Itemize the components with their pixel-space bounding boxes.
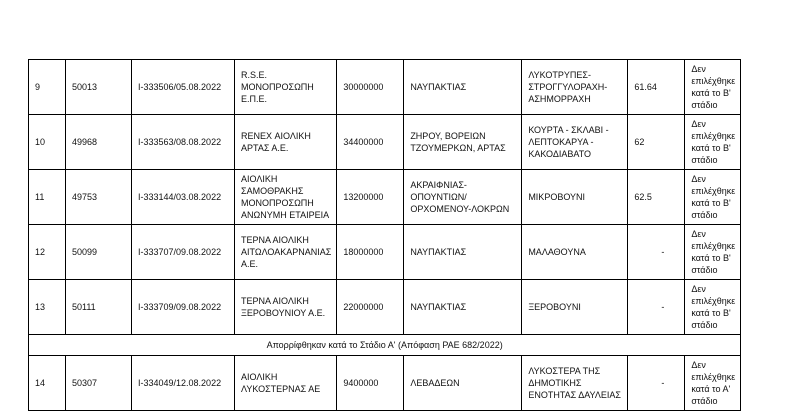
capacity: 18000000 <box>337 225 404 280</box>
municipality: ΝΑΥΠΑΚΤΙΑΣ <box>404 60 522 115</box>
company-name: ΤΕΡΝΑ ΑΙΟΛΙΚΗ ΞΕΡΟΒΟΥΝΙΟΥ Α.Ε. <box>235 280 337 335</box>
municipality: ΛΕΒΑΔΕΩΝ <box>404 356 522 411</box>
score: - <box>628 280 685 335</box>
row-number: 13 <box>29 280 66 335</box>
capacity: 34400000 <box>337 115 404 170</box>
company-name: ΤΕΡΝΑ ΑΙΟΛΙΚΗ ΑΙΤΩΛΟΑΚΑΡΝΑΝΙΑΣ Α.Ε. <box>235 225 337 280</box>
row-number: 9 <box>29 60 66 115</box>
site: ΜΑΛΑΘΟΥΝΑ <box>522 225 628 280</box>
row-number: 10 <box>29 115 66 170</box>
row-number: 11 <box>29 170 66 225</box>
municipality: ΝΑΥΠΑΚΤΙΑΣ <box>404 225 522 280</box>
municipality: ΝΑΥΠΑΚΤΙΑΣ <box>404 280 522 335</box>
table-row <box>29 280 741 335</box>
capacity: 9400000 <box>337 356 404 411</box>
table-row <box>29 356 741 411</box>
capacity: 13200000 <box>337 170 404 225</box>
company-name: RENEX ΑΙΟΛΙΚΗ ΑΡΤΑΣ Α.Ε. <box>235 115 337 170</box>
section-header-row <box>29 335 741 356</box>
site: ΞΕΡΟΒΟΥΝΙ <box>522 280 628 335</box>
table-row <box>29 225 741 280</box>
application-code: 50013 <box>66 60 132 115</box>
status: Δεν επιλέχθηκε κατά το Α' στάδιο <box>685 356 741 411</box>
protocol-ref: Ι-333563/08.08.2022 <box>132 115 235 170</box>
score: - <box>628 356 685 411</box>
score: 62.5 <box>628 170 685 225</box>
table-row <box>29 60 741 115</box>
score: 61.64 <box>628 60 685 115</box>
site: ΛΥΚΟΤΡΥΠΕΣ-ΣΤΡΟΓΓΥΛΟΡΑΧΗ-ΑΣΗΜΟΡΡΑΧΗ <box>522 60 628 115</box>
site: ΚΟΥΡΤΑ - ΣΚΛΑΒΙ - ΛΕΠΤΟΚΑΡΥΑ - ΚΑΚΟΔΙΑΒΑΤΟ <box>522 115 628 170</box>
company-name: R.S.E. ΜΟΝΟΠΡΟΣΩΠΗ Ε.Π.Ε. <box>235 60 337 115</box>
application-code: 49753 <box>66 170 132 225</box>
status: Δεν επιλέχθηκε κατά το Β' στάδιο <box>685 170 741 225</box>
application-code: 50111 <box>66 280 132 335</box>
protocol-ref: Ι-333506/05.08.2022 <box>132 60 235 115</box>
capacity: 22000000 <box>337 280 404 335</box>
application-code: 50099 <box>66 225 132 280</box>
site: ΛΥΚΟΣΤΕΡΑ ΤΗΣ ΔΗΜΟΤΙΚΗΣ ΕΝΟΤΗΤΑΣ ΔΑΥΛΕΙΑΣ <box>522 356 628 411</box>
municipality: ΖΗΡΟΥ, ΒΟΡΕΙΩΝ ΤΖΟΥΜΕΡΚΩΝ, ΑΡΤΑΣ <box>404 115 522 170</box>
municipality: ΑΚΡΑΙΦΝΙΑΣ-ΟΠΟΥΝΤΙΩΝ/ΟΡΧΟΜΕΝΟΥ-ΛΟΚΡΩΝ <box>404 170 522 225</box>
score: - <box>628 225 685 280</box>
protocol-ref: Ι-333709/09.08.2022 <box>132 280 235 335</box>
status: Δεν επιλέχθηκε κατά το Β' στάδιο <box>685 280 741 335</box>
score: 62 <box>628 115 685 170</box>
capacity: 30000000 <box>337 60 404 115</box>
row-number: 12 <box>29 225 66 280</box>
application-code: 50307 <box>66 356 132 411</box>
protocol-ref: Ι-333144/03.08.2022 <box>132 170 235 225</box>
company-name: ΑΙΟΛΙΚΗ ΛΥΚΟΣΤΕΡΝΑΣ ΑΕ <box>235 356 337 411</box>
section-title: Απορρίφθηκαν κατά το Στάδιο Α' (Απόφαση ΡΑΕ 682/2022) <box>29 335 741 356</box>
applications-table <box>28 59 741 411</box>
status: Δεν επιλέχθηκε κατά το Β' στάδιο <box>685 115 741 170</box>
table-row <box>29 115 741 170</box>
status: Δεν επιλέχθηκε κατά το Β' στάδιο <box>685 60 741 115</box>
application-code: 49968 <box>66 115 132 170</box>
protocol-ref: Ι-334049/12.08.2022 <box>132 356 235 411</box>
row-number: 14 <box>29 356 66 411</box>
company-name: ΑΙΟΛΙΚΗ ΣΑΜΟΘΡΑΚΗΣ ΜΟΝΟΠΡΟΣΩΠΗ ΑΝΩΝΥΜΗ ΕΤΑΙΡΕΙΑ <box>235 170 337 225</box>
status: Δεν επιλέχθηκε κατά το Β' στάδιο <box>685 225 741 280</box>
protocol-ref: Ι-333707/09.08.2022 <box>132 225 235 280</box>
site: ΜΙΚΡΟΒΟΥΝΙ <box>522 170 628 225</box>
table-row <box>29 170 741 225</box>
